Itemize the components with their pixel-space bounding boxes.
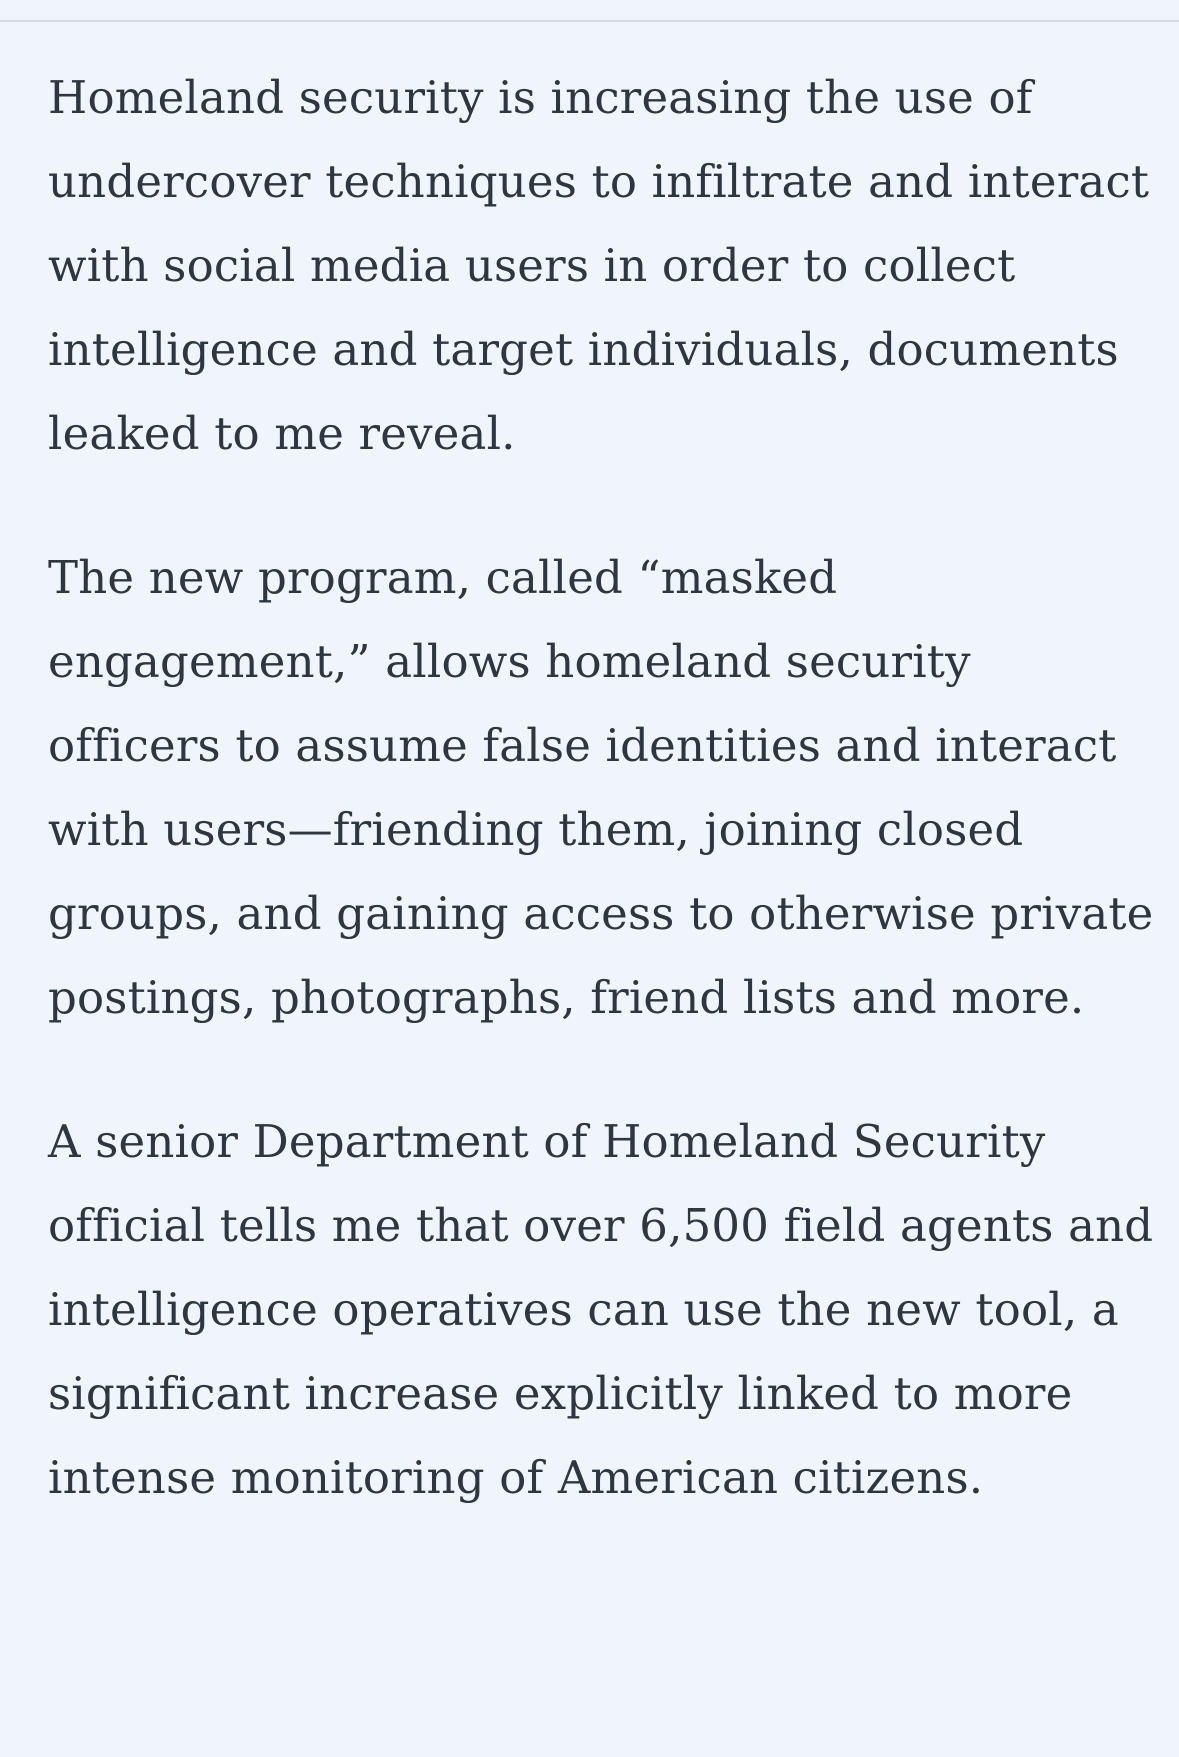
article-paragraph-2: The new program, called “masked engagement,” allows homeland security officers to assume false identities and interact with users—friending them, joining closed groups, and gaining access to otherwise private postings, photographs, friend lists and more. xyxy=(48,551,1154,1024)
top-divider xyxy=(0,0,1179,22)
article-paragraph-1: Homeland security is increasing the use of undercover techniques to infiltrate and interact with social media users in order to collect intelligence and target individuals, documents leaked to me reveal. xyxy=(48,71,1150,460)
article-body xyxy=(48,56,1158,1520)
article-paragraph-3: A senior Department of Homeland Security official tells me that over 6,500 field agents and intelligence operatives can use the new tool, a significant increase explicitly linked to more intense monitoring of American citizens. xyxy=(48,1115,1154,1504)
